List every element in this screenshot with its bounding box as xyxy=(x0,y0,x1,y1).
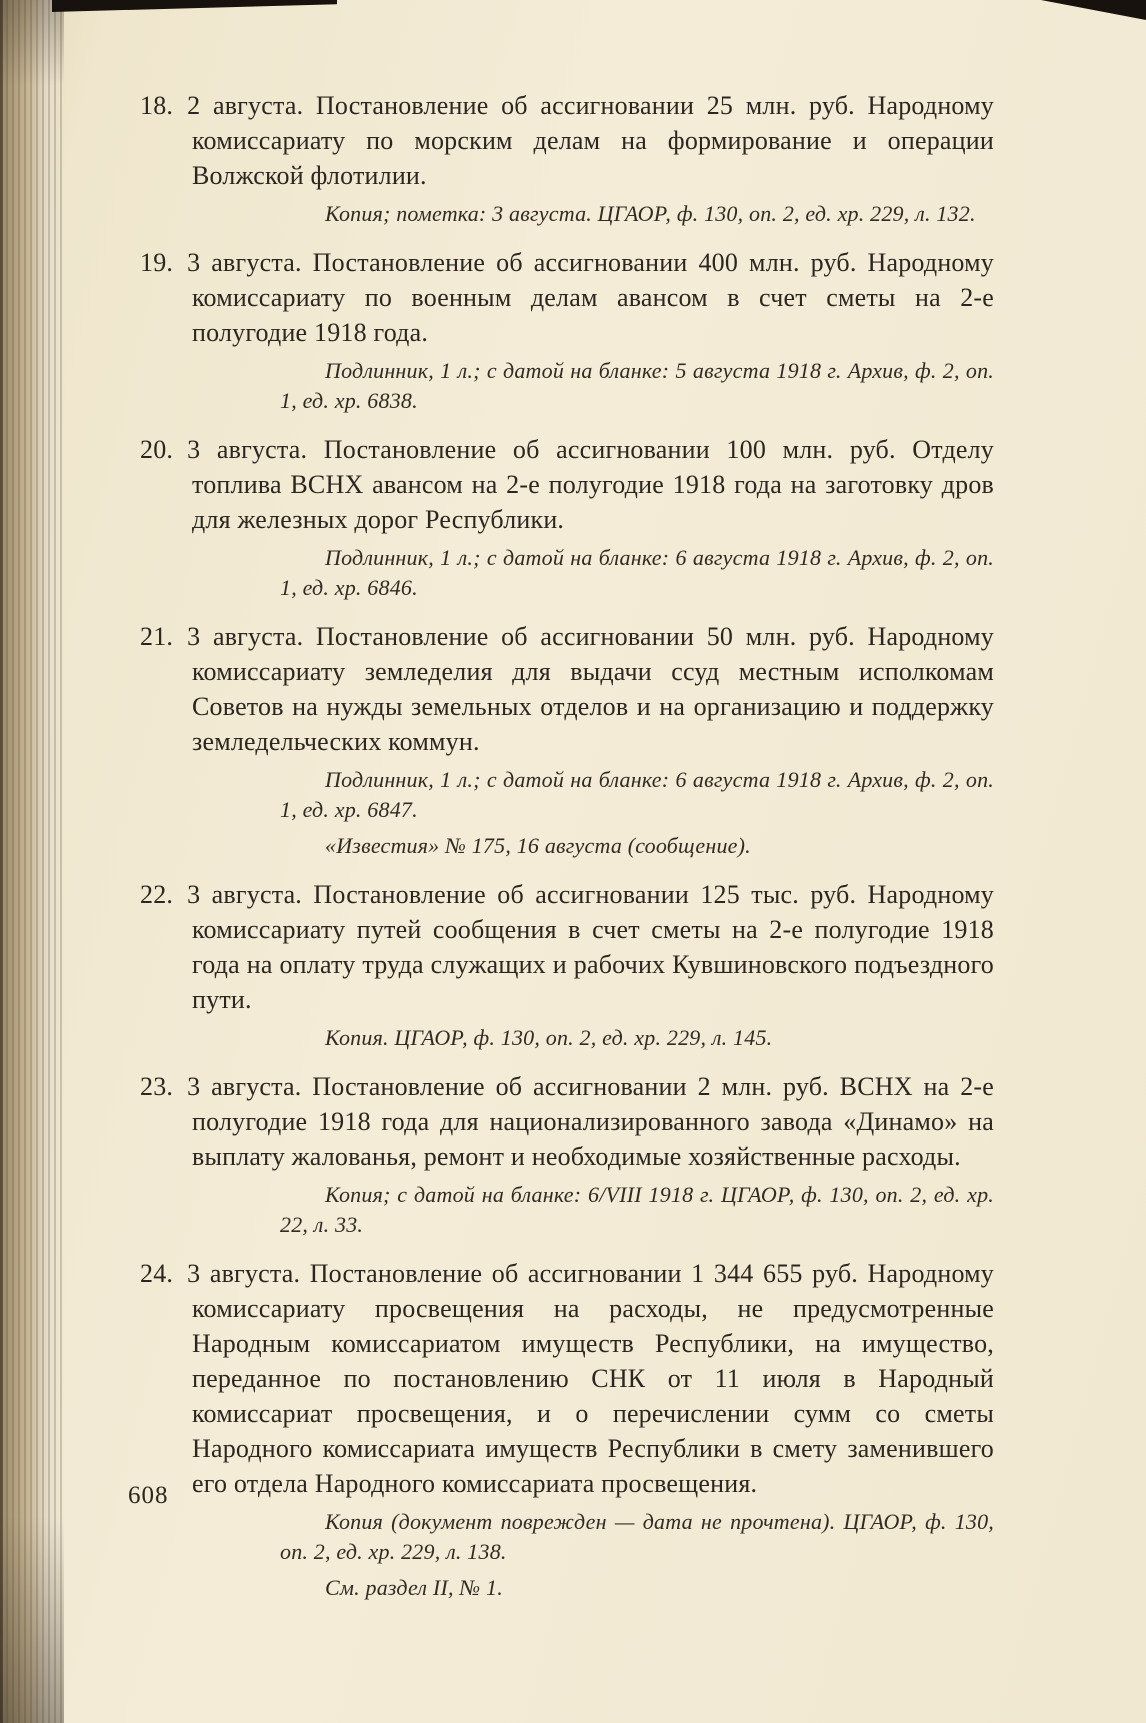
citation-line: Подлинник, 1 л.; с датой на бланке: 6 августа 1918 г. Архив, ф. 2, оп. 1, ед. хр. 6846. xyxy=(280,545,994,600)
entry-text xyxy=(140,88,994,193)
book-binding-gutter xyxy=(0,0,64,1723)
citation-line: Копия; с датой на бланке: 6/VIII 1918 г. ЦГАОР, ф. 130, оп. 2, ед. хр. 22, л. 33. xyxy=(280,1182,994,1237)
entry-text xyxy=(140,877,994,1017)
entry-number: 24. xyxy=(140,1259,174,1288)
entry-body: 3 августа. Постановление об ассигновании 50 млн. руб. Народному комиссариату земледелия для выдачи ссуд местным исполкомам Советов на нужды земельных отделов и на организацию и поддержку земледельческих коммун. xyxy=(187,622,994,756)
entry-number: 18. xyxy=(140,91,174,120)
citation-line: Копия (документ поврежден — дата не прочтена). ЦГАОР, ф. 130, оп. 2, ед. хр. 229, л. 138. xyxy=(280,1509,994,1564)
entry xyxy=(140,619,994,861)
page-number: 608 xyxy=(128,1482,169,1509)
entry-body: 3 августа. Постановление об ассигновании 1 344 655 руб. Народному комиссариату просвещения на расходы, не предусмотренные Народным комиссариатом имуществ Республики, на имущество, переданное по постановлению СНК от 11 июля в Народный комиссариат просвещения, и о перечислении сумм со сметы Народного комиссариата имуществ Республики в смету заменившего его отдела Народного комиссариата просвещения. xyxy=(187,1259,994,1498)
scan-edge-top-right xyxy=(1041,0,1146,20)
entry-text xyxy=(140,1069,994,1174)
entry-text xyxy=(140,619,994,759)
citation-line: Копия. ЦГАОР, ф. 130, оп. 2, ед. хр. 229, л. 145. xyxy=(325,1025,773,1050)
entry-number: 20. xyxy=(140,435,174,464)
entry-number: 19. xyxy=(140,248,174,277)
citation-line: Подлинник, 1 л.; с датой на бланке: 5 августа 1918 г. Архив, ф. 2, оп. 1, ед. хр. 6838. xyxy=(280,358,994,413)
entry-body: 3 августа. Постановление об ассигновании 125 тыс. руб. Народному комиссариату путей сообщения в счет сметы на 2-е полугодие 1918 года на оплату труда служащих и рабочих Кувшиновского подъездного пути. xyxy=(187,880,994,1014)
entry-body: 3 августа. Постановление об ассигновании 400 млн. руб. Народному комиссариату по военным делам авансом в счет сметы на 2-е полугодие 1918 года. xyxy=(187,248,994,347)
entry-body: 2 августа. Постановление об ассигновании 25 млн. руб. Народному комиссариату по морским делам на формирование и операции Волжской флотилии. xyxy=(187,91,994,190)
entry-text xyxy=(140,1256,994,1501)
entry xyxy=(140,432,994,603)
citation-line: «Известия» № 175, 16 августа (сообщение). xyxy=(325,833,751,858)
entry-body: 3 августа. Постановление об ассигновании 100 млн. руб. Отделу топлива ВСНХ авансом на 2-е полугодие 1918 года на заготовку дров для железных дорог Республики. xyxy=(187,435,994,534)
entries-list xyxy=(140,88,994,1619)
citation-line: Копия; пометка: 3 августа. ЦГАОР, ф. 130, оп. 2, ед. хр. 229, л. 132. xyxy=(325,201,976,226)
entry-number: 22. xyxy=(140,880,174,909)
citation-line: См. раздел II, № 1. xyxy=(325,1575,503,1600)
entry xyxy=(140,1256,994,1603)
scan-edge-top-left xyxy=(52,0,337,12)
entry-text xyxy=(140,432,994,537)
entry xyxy=(140,88,994,229)
entry-number: 23. xyxy=(140,1072,174,1101)
entry-text xyxy=(140,245,994,350)
entry-number: 21. xyxy=(140,622,174,651)
entry xyxy=(140,245,994,416)
entry xyxy=(140,877,994,1053)
citation-line: Подлинник, 1 л.; с датой на бланке: 6 августа 1918 г. Архив, ф. 2, оп. 1, ед. хр. 6847. xyxy=(280,767,994,822)
entry xyxy=(140,1069,994,1240)
entry-body: 3 августа. Постановление об ассигновании 2 млн. руб. ВСНХ на 2-е полугодие 1918 года для национализированного завода «Динамо» на выплату жалованья, ремонт и необходимые хозяйственные расходы. xyxy=(187,1072,994,1171)
